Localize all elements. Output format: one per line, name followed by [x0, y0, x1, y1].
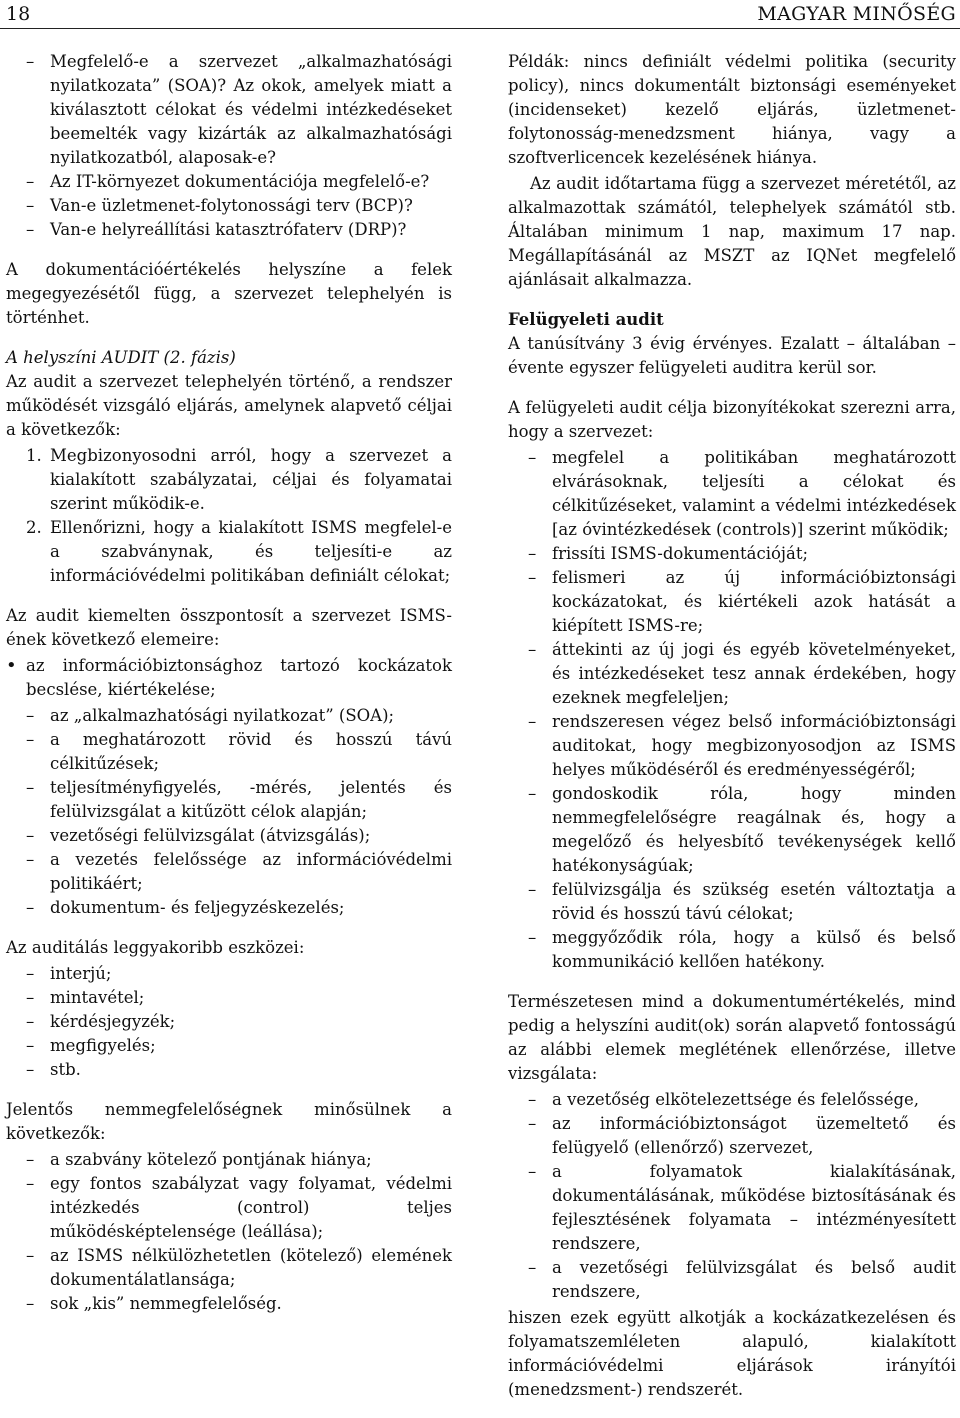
list-item: – rendszeresen végez belső információbiztonsági auditokat, hogy megbizonyosodjon az ISMS helyes működéséről és eredményességéről;: [508, 710, 956, 782]
list-item: – dokumentum- és feljegyzéskezelés;: [6, 896, 452, 920]
list-item: – az ISMS nélkülözhetetlen (kötelező) elemének dokumentálatlansága;: [6, 1244, 452, 1292]
list-item: – vezetőségi felülvizsgálat (átvizsgálás);: [6, 824, 452, 848]
list-item: – az „alkalmazhatósági nyilatkozat” (SOA);: [6, 704, 452, 728]
tools-list: [6, 962, 452, 1082]
nonconformity-list: [6, 1148, 452, 1316]
page-number: 18: [6, 3, 31, 25]
paragraph-audit-intro: Az audit a szervezet telephelyén történő, a rendszer működését vizsgáló eljárás, amelynek alapvető céljai a következők:: [6, 372, 452, 439]
list-item: – áttekinti az új jogi és egyéb követelményeket, és intézkedéseket tesz annak érdekében, hogy ezeknek megfeleljen;: [508, 638, 956, 710]
list-item: – felismeri az új információbiztonsági kockázatokat, és kiértékeli azok hatását a kiépített ISMS-re;: [508, 566, 956, 638]
list-item: – a vezetőségi felülvizsgálat és belső audit rendszere,: [508, 1256, 956, 1304]
paragraph-naturally-intro: Természetesen mind a dokumentumértékelés, mind pedig a helyszíni audit(ok) során alapvető fontosságú az alábbi elemek meglétének ellenőrzése, illetve vizsgálata:: [508, 992, 956, 1083]
page-header: [0, 0, 960, 30]
list-item: – gondoskodik róla, hogy minden nemmegfelelőségre reagálnak és, hogy a megelőző és helyesbítő tevékenységek kellő hatékonyságúak;: [508, 782, 956, 878]
left-column: [6, 50, 452, 1332]
item-number: 1.: [26, 446, 42, 465]
section-heading-onsite-audit: A helyszíni AUDIT (2. fázis): [6, 348, 236, 367]
list-item: – kérdésjegyzék;: [6, 1010, 452, 1034]
journal-title: MAGYAR MINŐSÉG: [757, 3, 956, 25]
list-item: – Van-e üzletmenet-folytonossági terv (BCP)?: [6, 194, 452, 218]
list-item: – a vezetés felelőssége az információvédelmi politikáért;: [6, 848, 452, 896]
paragraph-tools-intro: Az auditálás leggyakoribb eszközei:: [6, 938, 305, 957]
list-item: – Az IT-környezet dokumentációja megfelelő-e?: [6, 170, 452, 194]
audit-goals-list: [6, 444, 452, 588]
list-item: – megfigyelés;: [6, 1034, 452, 1058]
list-item: [6, 516, 452, 588]
item-text: Ellenőrizni, hogy a kialakított ISMS megfelel-e a szabványnak, és teljesíti-e az információvédelmi politikában definiált célokat;: [50, 518, 452, 585]
list-item: – a meghatározott rövid és hosszú távú célkitűzések;: [6, 728, 452, 776]
paragraph-nonconformity-intro: Jelentős nemmegfelelőségnek minősülnek a következők:: [6, 1100, 452, 1143]
list-item: – Megfelelő-e a szervezet „alkalmazhatósági nyilatkozata” (SOA)? Az okok, amelyek miatt a kiválasztott célokat és védelmi intézkedéseket beemelték vagy kizárták az alkalmazhatósági nyilatkozatból, alaposak-e?: [6, 50, 452, 170]
list-item: – a folyamatok kialakításának, dokumentálásának, működése biztosításának és fejlesztésének folyamata – intézményesített rendszere,: [508, 1160, 956, 1256]
list-item: – a szabvány kötelező pontjának hiánya;: [6, 1148, 452, 1172]
paragraph-focus-intro: Az audit kiemelten összpontosít a szervezet ISMS-ének következő elemeire:: [6, 606, 452, 649]
list-item: – teljesítményfigyelés, -mérés, jelentés és felülvizsgálat a kitűzött célok alapján;: [6, 776, 452, 824]
list-item: – a vezetőség elkötelezettsége és felelőssége,: [508, 1088, 956, 1112]
focus-bullet-list: [6, 654, 452, 702]
paragraph-location: A dokumentációértékelés helyszíne a felek megegyezésétől függ, a szervezet telephelyén is történhet.: [6, 260, 452, 327]
elements-list: [508, 1088, 956, 1304]
paragraph-surveillance: A tanúsítvány 3 évig érvényes. Ezalatt – általában – évente egyszer felügyeleti auditra kerül sor.: [508, 334, 956, 377]
paragraph-duration: Az audit időtartama függ a szervezet méretétől, az alkalmazottak számától, telephelyek számától stb. Általában minimum 1 nap, maximum 17 nap. Megállapításánál az MSZT az IQNet megfelelő ajánlásait alkalmazza.: [508, 174, 956, 289]
paragraph-examples: Példák: nincs definiált védelmi politika (security policy), nincs dokumentált biztonsági eseményeket (incidenseket) kezelő eljárás, üzletmenet-folytonosság-menedzsment hiánya, vagy a szoftverlicencek kezelésének hiánya.: [508, 52, 956, 167]
list-item: – stb.: [6, 1058, 452, 1082]
purpose-list: [508, 446, 956, 974]
list-item: – mintavétel;: [6, 986, 452, 1010]
list-item: [6, 444, 452, 516]
item-number: 2.: [26, 518, 42, 537]
list-item: – sok „kis” nemmegfelelőség.: [6, 1292, 452, 1316]
header-rule: [0, 28, 960, 29]
list-item: – frissíti ISMS-dokumentációját;: [508, 542, 956, 566]
list-item: – Van-e helyreállítási katasztrófaterv (DRP)?: [6, 218, 452, 242]
list-item: • az információbiztonsághoz tartozó kockázatok becslése, kiértékelése;: [6, 654, 452, 702]
right-column: [508, 50, 956, 1418]
questions-list: [6, 50, 452, 242]
list-item: – az információbiztonságot üzemeltető és felügyelő (ellenőrző) szervezet,: [508, 1112, 956, 1160]
list-item: – interjú;: [6, 962, 452, 986]
section-heading-surveillance: Felügyeleti audit: [508, 310, 664, 329]
item-text: Megbizonyosodni arról, hogy a szervezet a kialakított szabályzatai, céljai és folyamatai szerint működik-e.: [50, 446, 452, 513]
list-item: – meggyőződik róla, hogy a külső és belső kommunikáció kellően hatékony.: [508, 926, 956, 974]
focus-list: [6, 704, 452, 920]
list-item: – egy fontos szabályzat vagy folyamat, védelmi intézkedés (control) teljes működésképtelensége (leállása);: [6, 1172, 452, 1244]
list-item: – megfelel a politikában meghatározott elvárásoknak, teljesíti a célokat és célkitűzéseket, valamint a védelmi intézkedések [az óvintézkedések (controls)] szerint működik;: [508, 446, 956, 542]
paragraph-purpose-intro: A felügyeleti audit célja bizonyítékokat szerezni arra, hogy a szervezet:: [508, 398, 956, 441]
paragraph-closing: hiszen ezek együtt alkotják a kockázatkezelésen és folyamatszemléleten alapuló, kialakított információvédelmi eljárások irányítói (menedzsment-) rendszerét.: [508, 1308, 956, 1399]
list-item: – felülvizsgálja és szükség esetén változtatja a rövid és hosszú távú célokat;: [508, 878, 956, 926]
